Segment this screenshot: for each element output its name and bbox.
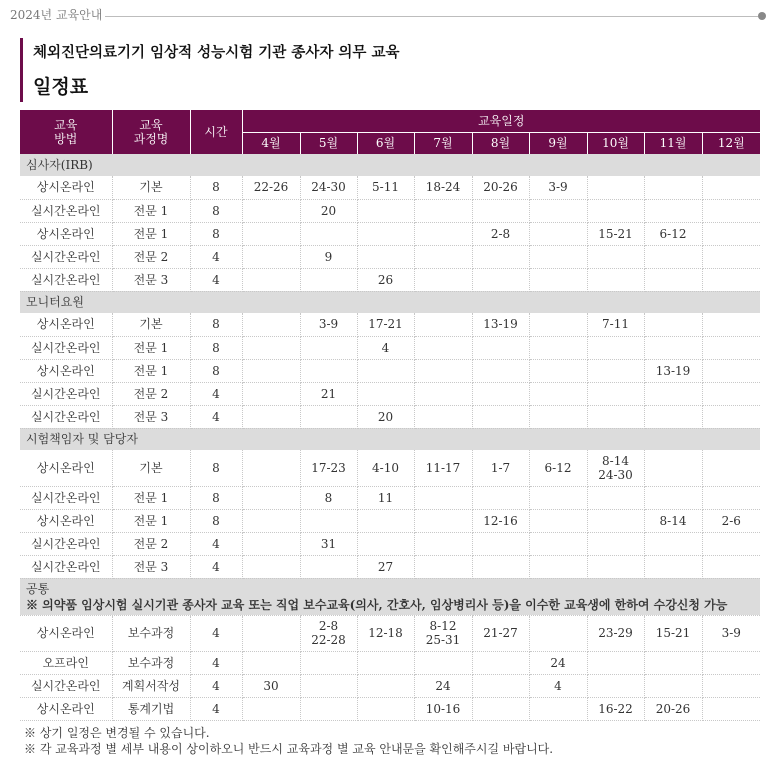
cell-date [702, 697, 760, 720]
cell-date [242, 532, 300, 555]
cell-date [587, 268, 644, 291]
table-row [20, 532, 760, 555]
cell-course: 전문 1 [112, 359, 190, 382]
cell-date [300, 359, 357, 382]
cell-date [529, 405, 587, 428]
cell-date: 24 [529, 651, 587, 674]
cell-date [644, 382, 702, 405]
table-row [20, 176, 760, 199]
cell-date [702, 222, 760, 245]
cell-date [529, 555, 587, 578]
cell-date [702, 268, 760, 291]
cell-hours: 4 [190, 651, 242, 674]
cell-date [472, 245, 529, 268]
cell-date [472, 336, 529, 359]
cell-date [529, 199, 587, 222]
section-title: 시험책임자 및 담당자 [20, 428, 760, 450]
cell-date [414, 199, 472, 222]
section-header [20, 154, 760, 176]
cell-date [644, 674, 702, 697]
cell-date [472, 697, 529, 720]
cell-date: 27 [357, 555, 414, 578]
header-month: 4월 [242, 132, 300, 154]
cell-date [357, 199, 414, 222]
cell-date: 8-14 [644, 509, 702, 532]
header-month: 7월 [414, 132, 472, 154]
cell-date [357, 532, 414, 555]
cell-date [529, 336, 587, 359]
cell-date [644, 336, 702, 359]
cell-date: 13-19 [472, 313, 529, 336]
cell-date: 9 [300, 245, 357, 268]
cell-date [414, 268, 472, 291]
cell-hours: 8 [190, 450, 242, 486]
table-row [20, 697, 760, 720]
cell-date [472, 199, 529, 222]
cell-date [529, 245, 587, 268]
cell-method: 실시간온라인 [20, 674, 112, 697]
cell-hours: 8 [190, 486, 242, 509]
cell-date [644, 405, 702, 428]
table-row [20, 382, 760, 405]
cell-date [414, 359, 472, 382]
cell-method: 실시간온라인 [20, 245, 112, 268]
cell-date [529, 532, 587, 555]
cell-date [357, 509, 414, 532]
section-title: 심사자(IRB) [20, 154, 760, 176]
cell-date [529, 222, 587, 245]
cell-date: 2-8 22-28 [300, 615, 357, 651]
table-row [20, 450, 760, 486]
cell-date [702, 651, 760, 674]
cell-date: 4-10 [357, 450, 414, 486]
cell-method: 오프라인 [20, 651, 112, 674]
cell-hours: 8 [190, 359, 242, 382]
year-label: 2024년 교육안내 [10, 8, 103, 22]
cell-course: 전문 1 [112, 336, 190, 359]
cell-date [414, 486, 472, 509]
table-row [20, 615, 760, 651]
cell-hours: 4 [190, 697, 242, 720]
section-header [20, 428, 760, 450]
cell-date [414, 405, 472, 428]
cell-date [472, 674, 529, 697]
cell-date: 5-11 [357, 176, 414, 199]
cell-date [242, 697, 300, 720]
cell-course: 전문 2 [112, 245, 190, 268]
cell-hours: 4 [190, 674, 242, 697]
cell-date: 13-19 [644, 359, 702, 382]
cell-date: 4 [357, 336, 414, 359]
cell-date [357, 382, 414, 405]
cell-date [242, 405, 300, 428]
header-month: 6월 [357, 132, 414, 154]
cell-date [300, 405, 357, 428]
cell-date: 20 [357, 405, 414, 428]
cell-date: 8-12 25-31 [414, 615, 472, 651]
cell-hours: 8 [190, 176, 242, 199]
cell-date: 7-11 [587, 313, 644, 336]
cell-method: 상시온라인 [20, 313, 112, 336]
cell-hours: 4 [190, 532, 242, 555]
cell-date: 15-21 [644, 615, 702, 651]
cell-date: 16-22 [587, 697, 644, 720]
cell-date [702, 382, 760, 405]
cell-method: 상시온라인 [20, 359, 112, 382]
footnotes [24, 725, 553, 757]
cell-course: 기본 [112, 176, 190, 199]
cell-hours: 4 [190, 615, 242, 651]
cell-date [702, 532, 760, 555]
cell-date: 20-26 [644, 697, 702, 720]
table-row [20, 674, 760, 697]
header-dot-icon [758, 12, 766, 20]
cell-hours: 4 [190, 405, 242, 428]
cell-date [644, 199, 702, 222]
cell-date [242, 336, 300, 359]
cell-course: 전문 3 [112, 268, 190, 291]
cell-date [702, 450, 760, 486]
cell-date [414, 509, 472, 532]
cell-date: 12-16 [472, 509, 529, 532]
section-header [20, 291, 760, 313]
cell-date [702, 176, 760, 199]
cell-date [472, 268, 529, 291]
cell-date [587, 555, 644, 578]
cell-date [472, 651, 529, 674]
cell-hours: 8 [190, 222, 242, 245]
cell-method: 상시온라인 [20, 450, 112, 486]
cell-date: 15-21 [587, 222, 644, 245]
cell-date: 3-9 [702, 615, 760, 651]
cell-hours: 4 [190, 382, 242, 405]
cell-course: 전문 2 [112, 532, 190, 555]
cell-hours: 4 [190, 555, 242, 578]
cell-date: 21 [300, 382, 357, 405]
section-title: 모니터요원 [20, 291, 760, 313]
cell-date [242, 222, 300, 245]
cell-date: 26 [357, 268, 414, 291]
cell-hours: 8 [190, 509, 242, 532]
cell-course: 보수과정 [112, 651, 190, 674]
cell-date [357, 697, 414, 720]
cell-date [357, 651, 414, 674]
header-month: 11월 [644, 132, 702, 154]
cell-date [357, 359, 414, 382]
cell-date [300, 268, 357, 291]
cell-date: 3-9 [300, 313, 357, 336]
cell-course: 전문 1 [112, 199, 190, 222]
cell-date [644, 450, 702, 486]
cell-course: 전문 1 [112, 222, 190, 245]
header-month: 9월 [529, 132, 587, 154]
cell-method: 상시온라인 [20, 509, 112, 532]
cell-date [529, 382, 587, 405]
cell-date [472, 359, 529, 382]
cell-date [529, 268, 587, 291]
cell-date [702, 405, 760, 428]
header-schedule: 교육일정 [242, 110, 760, 132]
cell-method: 상시온라인 [20, 615, 112, 651]
cell-date [587, 199, 644, 222]
cell-date: 17-23 [300, 450, 357, 486]
cell-date [587, 359, 644, 382]
footnote: ※ 상기 일정은 변경될 수 있습니다. [24, 726, 210, 740]
cell-date [529, 486, 587, 509]
cell-date [300, 509, 357, 532]
schedule-table [20, 110, 760, 721]
cell-date [702, 359, 760, 382]
cell-course: 전문 2 [112, 382, 190, 405]
cell-date [242, 555, 300, 578]
cell-date [644, 245, 702, 268]
cell-date [242, 450, 300, 486]
cell-date: 24 [414, 674, 472, 697]
cell-date [529, 509, 587, 532]
cell-date: 21-27 [472, 615, 529, 651]
header-hours: 시간 [190, 110, 242, 154]
cell-date [300, 674, 357, 697]
cell-date [644, 532, 702, 555]
cell-date [587, 382, 644, 405]
cell-course: 통계기법 [112, 697, 190, 720]
cell-date [529, 359, 587, 382]
cell-hours: 8 [190, 199, 242, 222]
cell-date [702, 313, 760, 336]
table-row [20, 199, 760, 222]
cell-date [702, 336, 760, 359]
cell-date: 11-17 [414, 450, 472, 486]
cell-date: 22-26 [242, 176, 300, 199]
top-bar [10, 6, 766, 26]
cell-method: 실시간온라인 [20, 405, 112, 428]
cell-date: 2-6 [702, 509, 760, 532]
cell-method: 실시간온라인 [20, 382, 112, 405]
header-month: 10월 [587, 132, 644, 154]
cell-date [357, 245, 414, 268]
cell-date [529, 697, 587, 720]
cell-date [644, 651, 702, 674]
cell-date: 6-12 [529, 450, 587, 486]
cell-method: 실시간온라인 [20, 555, 112, 578]
table-row [20, 222, 760, 245]
cell-date [242, 199, 300, 222]
cell-course: 전문 3 [112, 555, 190, 578]
table-row [20, 405, 760, 428]
table-row [20, 336, 760, 359]
cell-date [414, 245, 472, 268]
cell-date [300, 697, 357, 720]
cell-date [472, 555, 529, 578]
cell-date [242, 486, 300, 509]
cell-course: 기본 [112, 450, 190, 486]
cell-date: 18-24 [414, 176, 472, 199]
cell-date [242, 268, 300, 291]
cell-date [587, 651, 644, 674]
cell-course: 기본 [112, 313, 190, 336]
cell-date: 31 [300, 532, 357, 555]
table-row [20, 359, 760, 382]
cell-date: 2-8 [472, 222, 529, 245]
table-row [20, 555, 760, 578]
cell-date [242, 651, 300, 674]
header-divider [105, 16, 758, 17]
table-row [20, 313, 760, 336]
header-method: 교육 방법 [20, 110, 112, 154]
cell-date [414, 382, 472, 405]
cell-method: 상시온라인 [20, 697, 112, 720]
cell-date [587, 532, 644, 555]
cell-date [414, 651, 472, 674]
cell-date [644, 176, 702, 199]
cell-date: 1-7 [472, 450, 529, 486]
cell-method: 상시온라인 [20, 222, 112, 245]
cell-date [357, 222, 414, 245]
cell-date [414, 222, 472, 245]
cell-date: 3-9 [529, 176, 587, 199]
cell-date [242, 313, 300, 336]
cell-date [242, 382, 300, 405]
cell-course: 보수과정 [112, 615, 190, 651]
cell-date [414, 313, 472, 336]
table-row [20, 486, 760, 509]
cell-date [702, 555, 760, 578]
table-row [20, 245, 760, 268]
cell-date: 11 [357, 486, 414, 509]
cell-date [587, 509, 644, 532]
cell-date [529, 313, 587, 336]
cell-date [587, 674, 644, 697]
cell-date: 8-14 24-30 [587, 450, 644, 486]
cell-date: 30 [242, 674, 300, 697]
cell-date [242, 359, 300, 382]
cell-date [300, 222, 357, 245]
cell-date [414, 532, 472, 555]
cell-date [472, 405, 529, 428]
cell-hours: 8 [190, 336, 242, 359]
cell-date [587, 486, 644, 509]
cell-date: 6-12 [644, 222, 702, 245]
cell-hours: 8 [190, 313, 242, 336]
header-month: 12월 [702, 132, 760, 154]
cell-date [529, 615, 587, 651]
cell-date: 12-18 [357, 615, 414, 651]
title-block [20, 38, 399, 102]
cell-method: 실시간온라인 [20, 532, 112, 555]
cell-date [644, 486, 702, 509]
header-month: 8월 [472, 132, 529, 154]
cell-date [644, 313, 702, 336]
cell-date [242, 509, 300, 532]
cell-date [702, 674, 760, 697]
cell-date [472, 382, 529, 405]
cell-date [587, 176, 644, 199]
table-row [20, 509, 760, 532]
cell-date: 10-16 [414, 697, 472, 720]
cell-method: 실시간온라인 [20, 486, 112, 509]
cell-date [587, 245, 644, 268]
cell-date [644, 555, 702, 578]
cell-course: 계획서작성 [112, 674, 190, 697]
cell-date [587, 405, 644, 428]
cell-date [300, 651, 357, 674]
cell-date [357, 674, 414, 697]
cell-date: 24-30 [300, 176, 357, 199]
cell-course: 전문 1 [112, 509, 190, 532]
footnote: ※ 각 교육과정 별 세부 내용이 상이하오니 반드시 교육과정 별 교육 안내문을 확인해주시길 바랍니다. [24, 742, 554, 756]
header-course: 교육 과정명 [112, 110, 190, 154]
cell-course: 전문 1 [112, 486, 190, 509]
cell-hours: 4 [190, 268, 242, 291]
cell-date: 20-26 [472, 176, 529, 199]
cell-date: 20 [300, 199, 357, 222]
section-title: 공통 [26, 581, 50, 596]
cell-course: 전문 3 [112, 405, 190, 428]
cell-date [587, 336, 644, 359]
cell-date [472, 486, 529, 509]
cell-hours: 4 [190, 245, 242, 268]
cell-date: 4 [529, 674, 587, 697]
page-title: 일정표 [33, 76, 89, 98]
cell-method: 실시간온라인 [20, 199, 112, 222]
cell-date [414, 336, 472, 359]
cell-date [472, 532, 529, 555]
cell-date [644, 268, 702, 291]
cell-date: 23-29 [587, 615, 644, 651]
cell-date [702, 486, 760, 509]
table-row [20, 651, 760, 674]
cell-method: 상시온라인 [20, 176, 112, 199]
cell-date [242, 245, 300, 268]
cell-date [702, 245, 760, 268]
cell-date [242, 615, 300, 651]
cell-date [702, 199, 760, 222]
cell-date: 8 [300, 486, 357, 509]
cell-method: 실시간온라인 [20, 336, 112, 359]
cell-date: 17-21 [357, 313, 414, 336]
section-header [20, 578, 760, 615]
cell-date [300, 336, 357, 359]
page-subtitle: 체외진단의료기기 임상적 성능시험 기관 종사자 의무 교육 [33, 44, 400, 61]
table-row [20, 268, 760, 291]
header-month: 5월 [300, 132, 357, 154]
cell-method: 실시간온라인 [20, 268, 112, 291]
cell-date [414, 555, 472, 578]
section-note: ※ 의약품 임상시험 실시기관 종사자 교육 또는 직업 보수교육(의사, 간호사, 임상병리사 등)을 이수한 교육생에 한하여 수강신청 가능 [26, 597, 728, 612]
cell-date [300, 555, 357, 578]
